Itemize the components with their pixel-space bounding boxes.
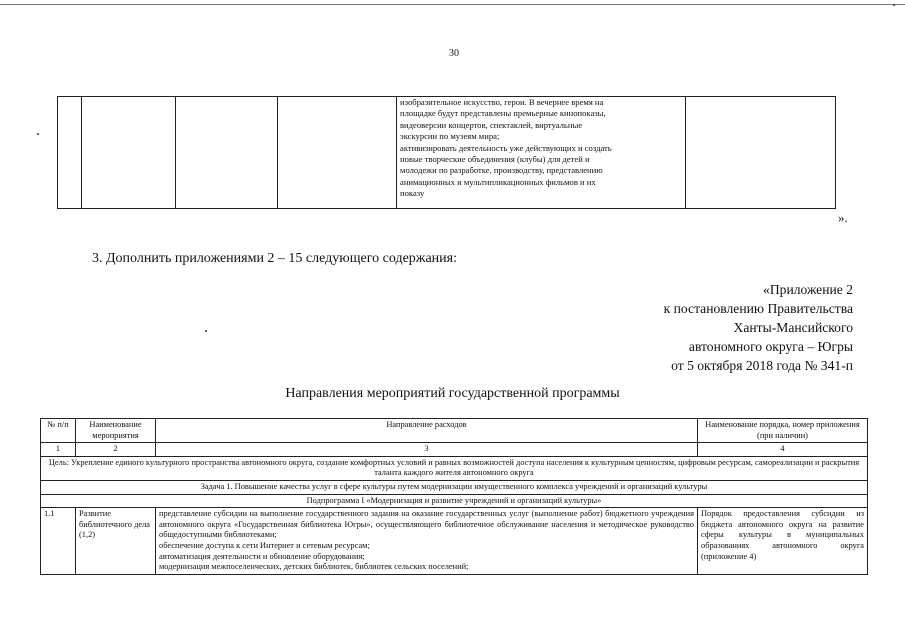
- appendix-line: автономного округа – Югры: [688, 339, 853, 354]
- text-line: видеоверсии концертов, спектаклей, виртуальные: [400, 119, 583, 130]
- text-line: площадке будут представлены премьерные кинопоказы,: [400, 108, 606, 119]
- text-line: активизировать деятельность уже действующих и создать: [400, 142, 612, 153]
- table-cell: [686, 97, 836, 209]
- text-line: анимационных и мультипликационных фильмов и их: [400, 176, 596, 187]
- header-event-name: Наименование мероприятия: [76, 419, 156, 443]
- table-cell: [278, 97, 397, 209]
- closing-quote: ».: [838, 210, 848, 225]
- directions-table: [40, 418, 868, 575]
- continued-table: [57, 96, 836, 209]
- direction-item: модернизация межпоселенческих, детских библиотек, библиотек сельских поселений;: [159, 562, 469, 572]
- header-direction: Направление расходов: [156, 419, 698, 443]
- table-row: [41, 508, 868, 575]
- col-number: 2: [76, 443, 156, 457]
- column-number-row: [41, 443, 868, 457]
- appendix-line: к постановлению Правительства: [663, 301, 853, 316]
- row-procedure: Порядок предоставления субсидии из бюджета автономного округа на развитие сферы культуры в муниципальных образованиях автономного округа (приложение 4): [698, 508, 868, 575]
- scan-border-line: [0, 4, 905, 5]
- direction-item: представление субсидии на выполнение государственного задания на оказание государственных услуг (выполнение работ) бюджетного учреждения автономного округа «Государственная библиотека Югры», осуществляющего библиотечное обслуживание населения и методическое руководство общедоступными библиотеками;: [159, 509, 694, 540]
- header-row: [41, 419, 868, 443]
- scan-speck: [205, 330, 207, 332]
- scan-speck: [37, 133, 39, 135]
- appendix-line: от 5 октября 2018 года № 341-п: [671, 358, 853, 373]
- col-number: 1: [41, 443, 76, 457]
- row-direction: [156, 508, 698, 575]
- task-text: Задача 1. Повышение качества услуг в сфере культуры путем модернизации имущественного комплекса учреждений и организаций культуры: [41, 480, 868, 494]
- subprogram-text: Подпрограмма I «Модернизация и развитие учреждений и организаций культуры»: [41, 494, 868, 508]
- appendix-line: Ханты-Мансийского: [733, 320, 853, 335]
- appendix-line: «Приложение 2: [763, 282, 853, 297]
- subprogram-row: [41, 494, 868, 508]
- table-title: Направления мероприятий государственной программы: [285, 386, 620, 401]
- direction-item: обеспечение доступа к сети Интернет и сетевым ресурсам;: [159, 540, 370, 550]
- text-line: новые творческие объединения (клубы) для детей и: [400, 154, 590, 165]
- col-number: 4: [698, 443, 868, 457]
- goal-text: Цель: Укрепление единого культурного пространства автономного округа, создание комфортных условий и равных возможностей доступа населения к культурным ценностям, цифровым ресурсам, самореализации и раскрытия таланта каждого жителя автономного округа: [41, 456, 868, 480]
- header-num: № п/п: [41, 419, 76, 443]
- goal-row: [41, 456, 868, 480]
- scan-speck: [893, 4, 895, 6]
- direction-item: автоматизация деятельности и обновление оборудования;: [159, 551, 365, 561]
- header-procedure: Наименование порядка, номер приложения (при наличии): [698, 419, 868, 443]
- table-cell: [176, 97, 278, 209]
- task-row: [41, 480, 868, 494]
- text-line: показу: [400, 188, 425, 199]
- col-number: 3: [156, 443, 698, 457]
- text-line: экскурсии по музеям мира;: [400, 131, 500, 142]
- page-number: 30: [449, 48, 459, 59]
- table-cell: [82, 97, 176, 209]
- appendix-header: [664, 280, 853, 375]
- text-line: изобразительное искусство, герои. В вечернее время на: [400, 97, 604, 107]
- row-num: 1.1: [41, 508, 76, 575]
- text-line: молодежи по разработке, производству, представлению: [400, 165, 603, 176]
- section-heading: 3. Дополнить приложениями 2 – 15 следующего содержания:: [92, 251, 457, 266]
- table-cell: [58, 97, 82, 209]
- row-event-name: Развитие библиотечного дела (1,2): [76, 508, 156, 575]
- continued-text-cell: [397, 97, 686, 209]
